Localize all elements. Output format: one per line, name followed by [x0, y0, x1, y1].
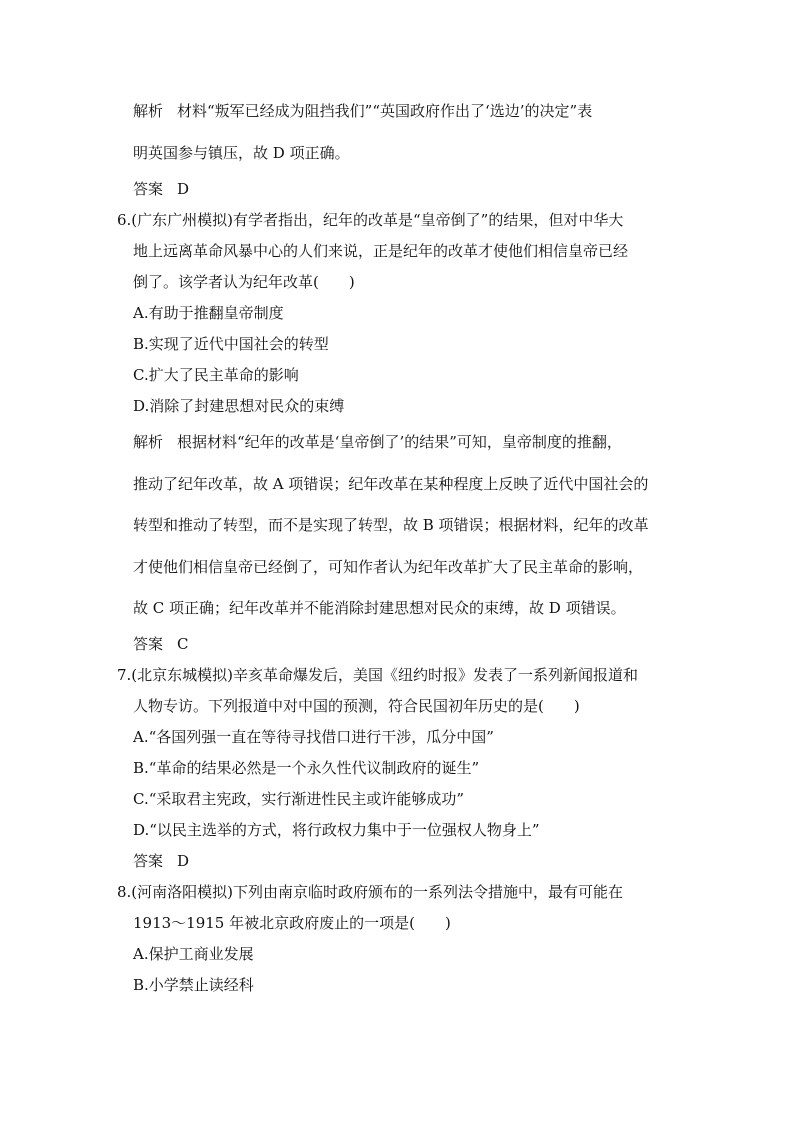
q7-option-b: B.“革命的结果必然是一个永久性代议制政府的诞生”	[133, 759, 480, 777]
q6-analysis-line-3: 转型和推动了转型，而不是实现了转型，故 B 项错误；根据材料，纪年的改革	[133, 516, 649, 534]
q5-analysis-text-1: 材料“叛军已经成为阻挡我们”“英国政府作出了‘选边’的决定”表	[177, 102, 593, 120]
q6-analysis-line-5: 故 C 项正确；纪年改革并不能消除封建思想对民众的束缚，故 D 项错误。	[133, 599, 626, 617]
q5-answer-label: 答案	[133, 180, 164, 198]
q7-answer	[133, 851, 189, 871]
q8-stem-line-1: 8.(河南洛阳模拟)下列由南京临时政府颁布的一系列法令措施中，最有可能在	[117, 883, 624, 901]
q7-stem-line-1: 7.(北京东城模拟)辛亥革命爆发后，美国《纽约时报》发表了一系列新闻报道和	[117, 666, 639, 684]
q6-option-a: A.有助于推翻皇帝制度	[133, 304, 284, 322]
q7-option-a: A.“各国列强一直在等待寻找借口进行干涉，瓜分中国”	[133, 728, 494, 746]
q6-stem-line-3: 倒了。该学者认为纪年改革( )	[133, 273, 355, 291]
q6-option-d: D.消除了封建思想对民众的束缚	[133, 397, 345, 415]
q6-stem-line-2: 地上远离革命风暴中心的人们来说，正是纪年的改革才使他们相信皇帝已经	[133, 242, 629, 260]
q7-option-d: D.“以民主选举的方式，将行政权力集中于一位强权人物身上”	[133, 821, 540, 839]
q5-analysis-line-1	[133, 101, 592, 121]
q6-option-c: C.扩大了民主革命的影响	[133, 366, 299, 384]
q6-analysis-line-1	[133, 432, 622, 452]
q5-analysis-line-2: 明英国参与镇压，故 D 项正确。	[133, 144, 350, 162]
q6-analysis-line-2: 推动了纪年改革，故 A 项错误；纪年改革在某种程度上反映了近代中国社会的	[133, 475, 649, 493]
q6-answer-value: C	[177, 635, 189, 653]
q8-stem-line-2: 1913～1915 年被北京政府废止的一项是( )	[133, 914, 451, 932]
q8-option-a: A.保护工商业发展	[133, 945, 254, 963]
q7-answer-value: D	[177, 852, 190, 870]
q6-stem-line-1: 6.(广东广州模拟)有学者指出，纪年的改革是“皇帝倒了”的结果，但对中华大	[117, 211, 624, 229]
q6-analysis-line-4: 才使他们相信皇帝已经倒了，可知作者认为纪年改革扩大了民主革命的影响，	[133, 558, 644, 576]
q5-analysis-label: 解析	[133, 102, 164, 120]
q6-answer-label: 答案	[133, 635, 164, 653]
q6-option-b: B.实现了近代中国社会的转型	[133, 335, 329, 353]
q7-option-c: C.“采取君主宪政，实行渐进性民主或许能够成功”	[133, 790, 465, 808]
q8-option-b: B.小学禁止读经科	[133, 976, 254, 994]
q7-stem-line-2: 人物专访。下列报道中对中国的预测，符合民国初年历史的是( )	[133, 697, 580, 715]
q5-answer-value: D	[177, 180, 190, 198]
q6-analysis-text-1: 根据材料“纪年的改革是‘皇帝倒了’的结果”可知，皇帝制度的推翻，	[177, 433, 622, 451]
q6-analysis-label: 解析	[133, 433, 164, 451]
q7-answer-label: 答案	[133, 852, 164, 870]
q5-answer	[133, 179, 189, 199]
q6-answer	[133, 634, 189, 654]
